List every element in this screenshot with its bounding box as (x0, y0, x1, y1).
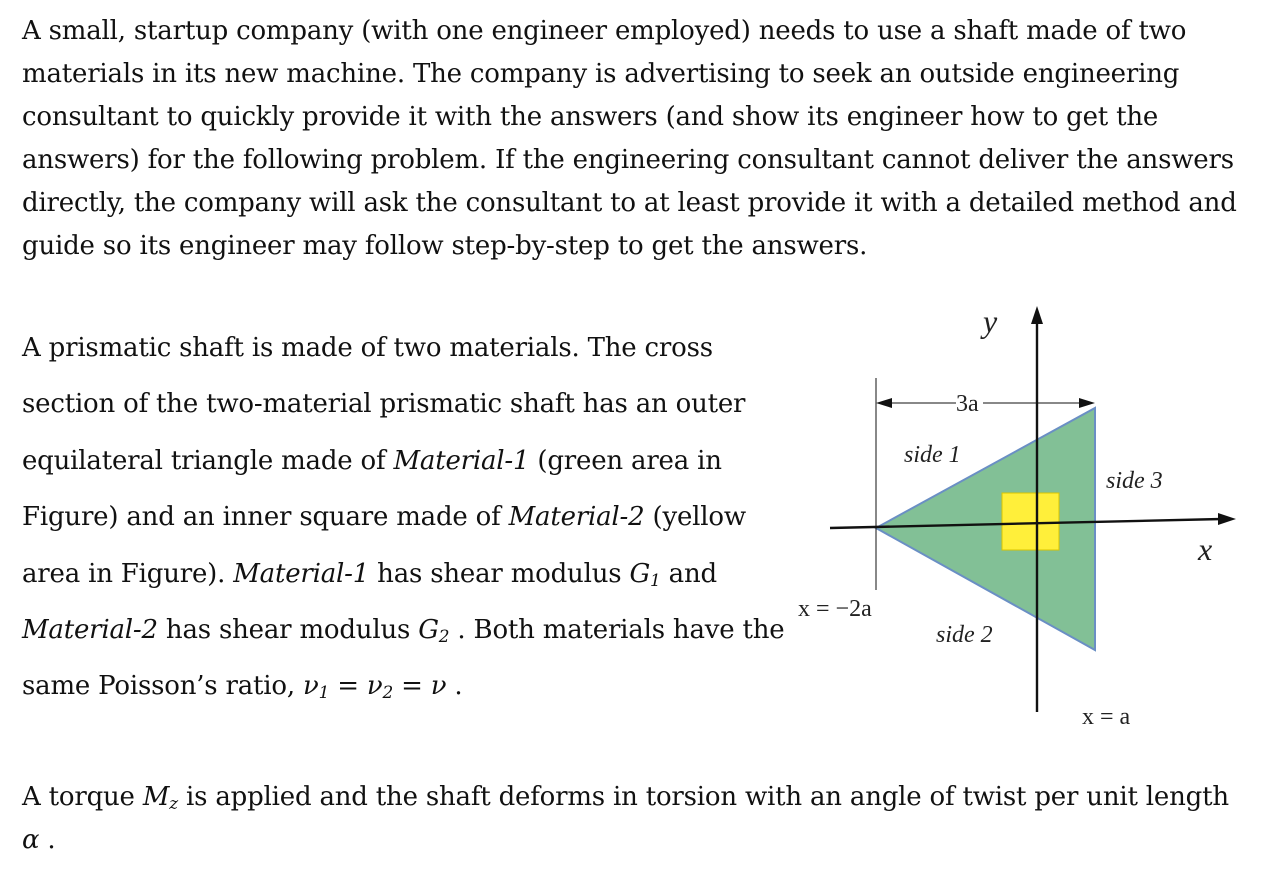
x-pos-a-label: x = a (1082, 704, 1131, 730)
equals-2: = (393, 671, 431, 702)
dim-arrow-left-icon (876, 398, 892, 408)
g2-subscript: 2 (438, 626, 450, 647)
problem-text-2: (green area in Figure) and an inner square made of (22, 445, 722, 533)
torque-end: . (39, 825, 56, 855)
nu2-subscript: 2 (382, 682, 394, 703)
nu2-letter: ν (366, 671, 383, 702)
side-2-label: side 2 (936, 622, 993, 648)
material-2-term: Material-2 (508, 502, 645, 533)
y-axis-label: y (983, 303, 998, 339)
problem-text-6: has shear modulus (157, 615, 419, 646)
side-3-label: side 3 (1106, 468, 1163, 494)
nu1-letter: ν (303, 671, 319, 702)
problem-paragraph (22, 320, 802, 715)
torque-text-2: is applied and the shaft deforms in torsion with an angle of twist per unit length (177, 782, 1229, 812)
torque-paragraph (22, 776, 1252, 862)
dim-3a-label: 3a (956, 391, 979, 417)
g1-subscript: 1 (650, 569, 661, 590)
alpha-symbol: α (22, 825, 40, 855)
cross-section-figure (790, 300, 1250, 740)
material-1-term: Material-1 (393, 445, 530, 476)
problem-text-3: (yellow area in Figure). (22, 502, 746, 589)
nu1-subscript: 1 (318, 682, 330, 703)
mz-symbol (143, 782, 178, 812)
mz-subscript: z (169, 793, 178, 814)
problem-text-5: and (660, 558, 717, 589)
problem-text-7: . Both materials have the same Poisson’s ratio, (22, 615, 785, 702)
dim-arrow-right-icon (1079, 398, 1095, 408)
g1-symbol (629, 559, 660, 589)
nu1-symbol (303, 671, 329, 701)
side-1-label: side 1 (904, 442, 961, 468)
g2-letter: G (418, 615, 439, 646)
intro-paragraph (22, 10, 1252, 268)
mz-letter: M (142, 782, 170, 812)
y-axis-arrow-icon (1031, 306, 1043, 324)
g1-letter: G (629, 558, 651, 589)
torque-text-1: A torque (22, 782, 143, 812)
material-2-term-b: Material-2 (22, 615, 158, 646)
intro-text: A small, startup company (with one engineer employed) needs to use a shaft made of two materials in its new machine. The company is advertising to seek an outside engineering consultant to quickly provide it with the answers (and show its engineer how to get the answers) for the following problem. If the engineering consultant cannot deliver the answers directly, the company will ask the consultant to at least provide it with a detailed method and guide so its engineer may follow step-by-step to get the answers. (22, 16, 1237, 261)
g2-symbol (418, 615, 449, 645)
x-axis-arrow-icon (1218, 513, 1236, 525)
problem-text-4: has shear modulus (369, 558, 630, 589)
nu-symbol: ν (430, 671, 447, 702)
problem-text-1: A prismatic shaft is made of two materials. The cross section of the two-material prismatic shaft has an outer equilateral triangle made of (22, 333, 746, 476)
problem-end: . (446, 671, 463, 702)
nu2-symbol (367, 671, 393, 701)
equals-1: = (329, 671, 367, 702)
x-neg-2a-label: x = −2a (798, 596, 872, 622)
material-1-term-b: Material-1 (233, 558, 370, 589)
square-material-2 (1002, 493, 1059, 550)
x-axis-label: x (1198, 531, 1213, 567)
